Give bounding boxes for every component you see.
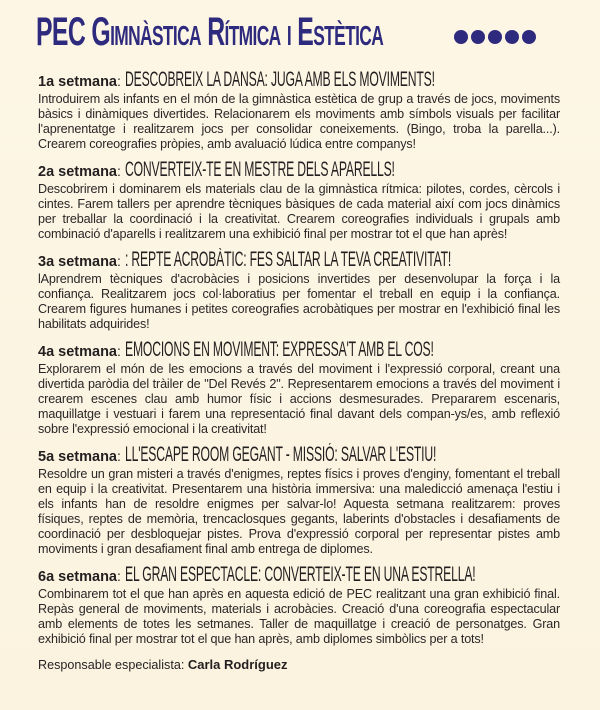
week-label: 6a setmana: [38, 569, 117, 585]
dot-icon: [522, 30, 536, 44]
specialist-line: [38, 657, 560, 673]
week-section-2: [38, 158, 560, 242]
week-heading: 6a setmana: EL GRAN ESPECTACLE: CONVERTEIX-TE EN UNA ESTRELLA!: [38, 563, 476, 586]
dot-icon: [471, 30, 485, 44]
decorative-dots: [454, 30, 536, 44]
week-description: Descobrirem i dominarem els materials clau de la gimnàstica rítmica: pilotes, cordes, cèrcols i cintes. Farem tallers per aprendre tècniques bàsiques de cada material així com jocs dinàmics per treballar la coordinació i la creativitat. Crearem coreografies individuals i grupals amb combinació d'aparells i realitzarem una exhibició final per mostrar tot el que han après!: [38, 182, 560, 241]
week-heading: 4a setmana: EMOCIONS EN MOVIMENT: EXPRESSA'T AMB EL COS!: [38, 338, 434, 361]
week-theme: : REPTE ACROBÀTIC: FES SALTAR LA TEVA CREATIVITAT!: [124, 248, 451, 271]
week-section-5: [38, 443, 560, 557]
week-description: Resoldre un gran misteri a través d'enigmes, reptes físics i proves d'enginy, fomentant el treball en equip i la creativitat. Presentarem una història immersiva: una maledicció amenaça l'estiu i els infants han de resoldre enigmes per salvar-lo! Aquesta setmana realitzarem: proves físiques, reptes de memòria, trencaclosques gegants, laberints d'obstacles i desafiaments de coordinació per desbloquejar pistes. Prova d'expressió corporal per representar pistes amb moviments i gran desafiament final amb entrega de diplomes.: [38, 467, 560, 556]
week-theme: LL'ESCAPE ROOM GEGANT - MISSIÓ: SALVAR L'ESTIU!: [124, 443, 436, 466]
week-theme: CONVERTEIX-TE EN MESTRE DELS APARELLS!: [124, 158, 395, 181]
week-section-4: [38, 338, 560, 437]
specialist-name: Carla Rodríguez: [187, 657, 288, 672]
week-label: 5a setmana: [38, 449, 117, 465]
page-title: PEC Gimnàstica Rítmica i Estètica: [36, 10, 384, 54]
week-description: Explorarem el món de les emocions a través del moviment i l'expressió corporal, creant una divertida paròdia del tràiler de "Del Revés 2". Representarem emocions a través del moviment i crearem escenes clau amb humor físic i accions desmesurades. Prepararem escenaris, maquillatge i vestuari i farem una representació final davant dels compan-ys/es, amb reflexió sobre l'expressió emocional i la creativitat!: [38, 362, 560, 436]
dot-icon: [505, 30, 519, 44]
week-theme: DESCOBREIX LA DANSA: JUGA AMB ELS MOVIMENTS!: [124, 68, 435, 91]
week-theme: EMOCIONS EN MOVIMENT: EXPRESSA'T AMB EL COS!: [124, 338, 434, 361]
program-content: [38, 62, 560, 673]
week-label: 4a setmana: [38, 344, 117, 360]
week-heading: 1a setmana: DESCOBREIX LA DANSA: JUGA AMB ELS MOVIMENTS!: [38, 68, 435, 91]
week-description: Introduirem als infants en el món de la gimnàstica estètica de grup a través de jocs, moviments bàsics i dinàmiques divertides. Relacionarem els moviments amb símbols visuals per facilitar l'aprenentatge i realitzarem jocs per consolidar coneixements. (Bingo, troba la parella...). Crearem coreografies pròpies, amb avaluació lúdica entre companys!: [38, 92, 560, 151]
specialist-label: Responsable especialista:: [38, 658, 185, 672]
week-label: 3a setmana: [38, 254, 117, 270]
week-section-6: [38, 563, 560, 647]
week-description: Combinarem tot el que han après en aquesta edició de PEC realitzant una gran exhibició final. Repàs general de moviments, materials i acrobàcies. Creació d'una coreografia espectacular amb elements de totes les setmanes. Taller de maquillatge i creació de personatges. Gran exhibició final per mostrar tot el que han après, amb diplomes simbòlics per a tots!: [38, 587, 560, 646]
week-description: lAprendrem tècniques d'acrobàcies i posicions invertides per desenvolupar la força i la confiança. Realitzarem jocs col·laboratius per fomentar el treball en equip i la confiança. Crearem figures humanes i petites coreografies acrobàtiques per mostrar en l'exhibició final les habilitats adquirides!: [38, 272, 560, 331]
week-theme: EL GRAN ESPECTACLE: CONVERTEIX-TE EN UNA ESTRELLA!: [124, 563, 476, 586]
week-section-1: [38, 68, 560, 152]
week-label: 1a setmana: [38, 74, 117, 90]
week-section-3: [38, 248, 560, 332]
week-heading: 2a setmana: CONVERTEIX-TE EN MESTRE DELS APARELLS!: [38, 158, 395, 181]
header: [36, 8, 576, 56]
week-heading: 3a setmana: : REPTE ACROBÀTIC: FES SALTAR LA TEVA CREATIVITAT!: [38, 248, 451, 271]
dot-icon: [454, 30, 468, 44]
week-label: 2a setmana: [38, 164, 117, 180]
week-heading: 5a setmana: LL'ESCAPE ROOM GEGANT - MISSIÓ: SALVAR L'ESTIU!: [38, 443, 436, 466]
dot-icon: [488, 30, 502, 44]
